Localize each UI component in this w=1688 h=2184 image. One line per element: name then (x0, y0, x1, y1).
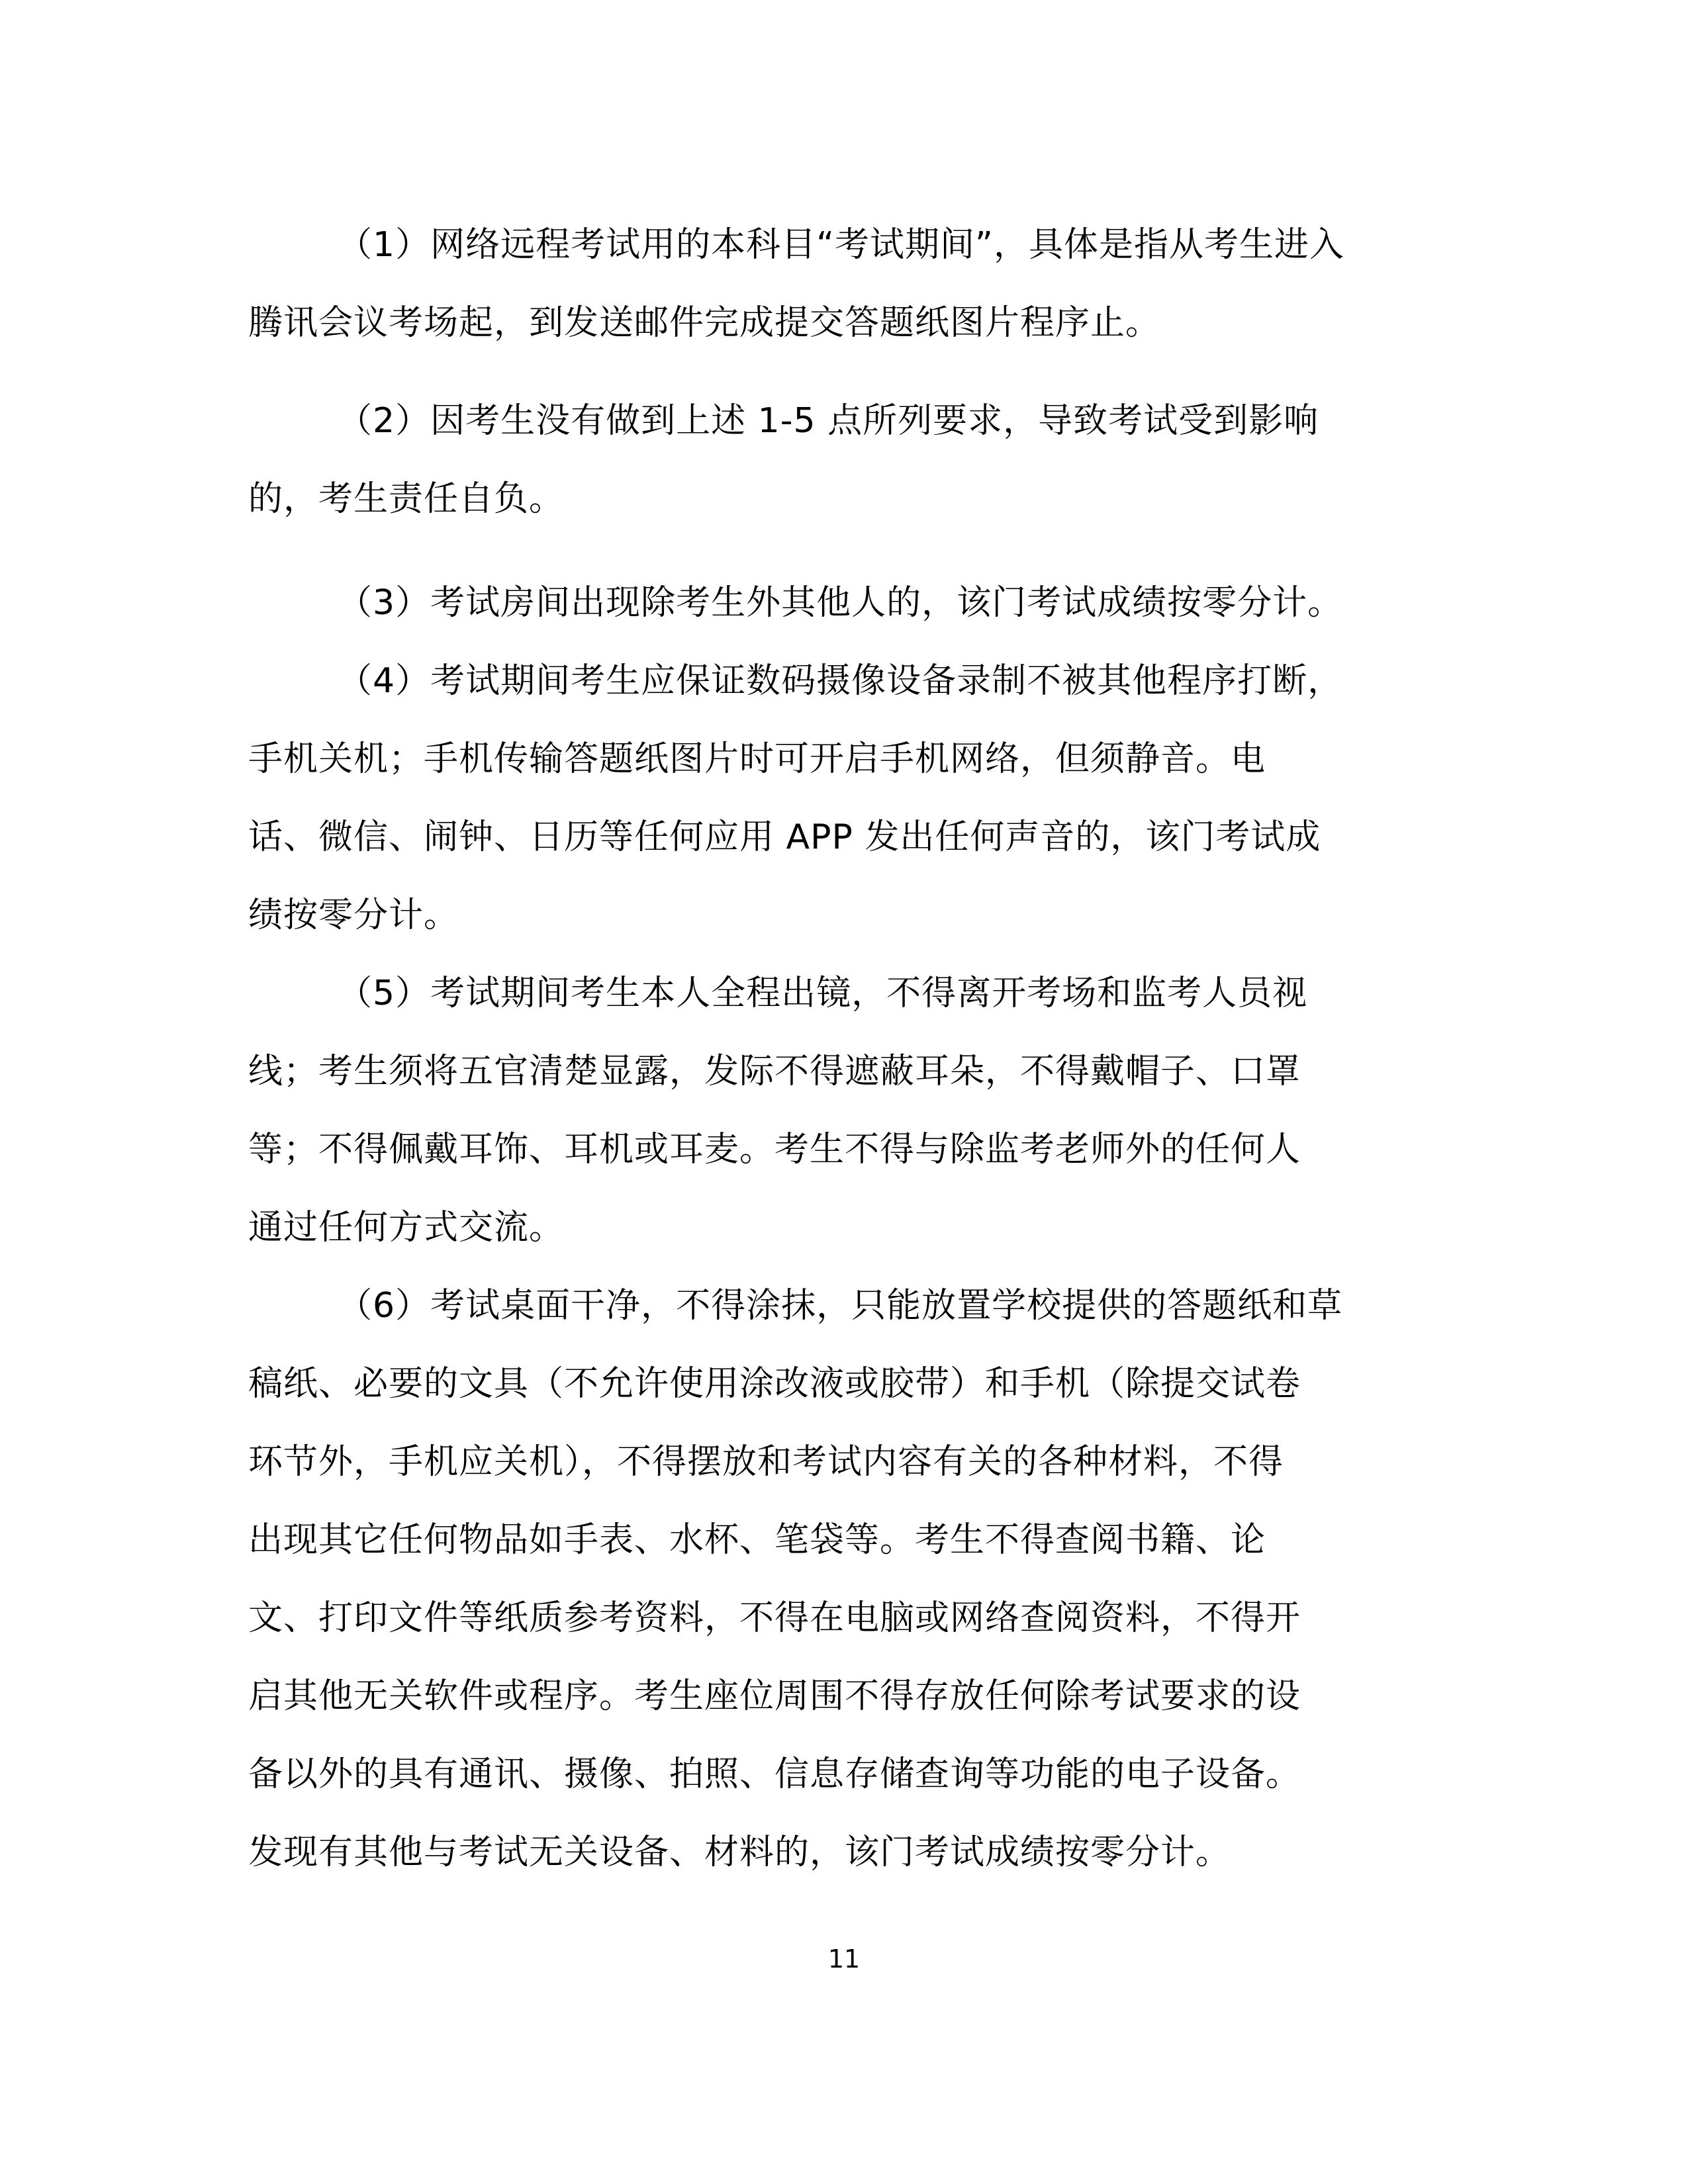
paragraph-4-line-3: 话、微信、闹钟、日历等任何应用 APP 发出任何声音的，该门考试成 (248, 817, 1321, 857)
paragraph-3 (248, 564, 1420, 642)
paragraph-5-line-2: 线；考生须将五官清楚显露，发际不得遮蔽耳朵，不得戴帽子、口罩 (248, 1052, 1301, 1091)
paragraph-1-line-2: 腾讯会议考场起，到发送邮件完成提交答题纸图片程序止。 (248, 303, 1161, 343)
paragraph-6-line-1: （6）考试桌面干净，不得涂抹，只能放置学校提供的答题纸和草 (338, 1286, 1343, 1326)
paragraph-6-line-5: 文、打印文件等纸质参考资料，不得在电脑或网络查阅资料，不得开 (248, 1598, 1301, 1638)
page-number: 11 (827, 1944, 861, 1974)
paragraph-6-line-8: 发现有其他与考试无关设备、材料的，该门考试成绩按零分计。 (248, 1833, 1231, 1872)
paragraph-5-line-4: 通过任何方式交流。 (248, 1208, 565, 1248)
paragraph-5-line-3: 等；不得佩戴耳饰、耳机或耳麦。考生不得与除监考老师外的任何人 (248, 1130, 1301, 1169)
paragraph-6-line-2: 稿纸、必要的文具（不允许使用涂改液或胶带）和手机（除提交试卷 (248, 1364, 1301, 1404)
paragraph-2-line-1: （2）因考生没有做到上述 1-5 点所列要求，导致考试受到影响 (338, 401, 1319, 441)
paragraph-1-line-1: （1）网络远程考试用的本科目“考试期间”，具体是指从考生进入 (338, 225, 1344, 265)
paragraph-4-line-2: 手机关机；手机传输答题纸图片时可开启手机网络，但须静音。电 (248, 739, 1266, 779)
paragraph-6 (248, 1267, 1420, 1891)
paragraph-6-line-7: 备以外的具有通讯、摄像、拍照、信息存储查询等功能的电子设备。 (248, 1754, 1301, 1794)
paragraph-6-line-4: 出现其它任何物品如手表、水杯、笔袋等。考生不得查阅书籍、论 (248, 1520, 1266, 1560)
paragraph-5 (248, 954, 1420, 1267)
paragraph-2 (248, 382, 1420, 538)
paragraph-4 (248, 642, 1420, 954)
paragraph-2-line-2: 的，考生责任自负。 (248, 479, 565, 519)
paragraph-3-line-1: （3）考试房间出现除考生外其他人的，该门考试成绩按零分计。 (338, 583, 1343, 623)
paragraph-4-line-1: （4）考试期间考生应保证数码摄像设备录制不被其他程序打断， (338, 661, 1343, 701)
paragraph-6-line-3: 环节外，手机应关机），不得摆放和考试内容有关的各种材料，不得 (248, 1442, 1284, 1482)
paragraph-4-line-4: 绩按零分计。 (248, 895, 459, 935)
paragraph-6-line-6: 启其他无关软件或程序。考生座位周围不得存放任何除考试要求的设 (248, 1676, 1301, 1716)
paragraph-1 (248, 206, 1420, 362)
paragraph-5-line-1: （5）考试期间考生本人全程出镜，不得离开考场和监考人员视 (338, 974, 1308, 1013)
